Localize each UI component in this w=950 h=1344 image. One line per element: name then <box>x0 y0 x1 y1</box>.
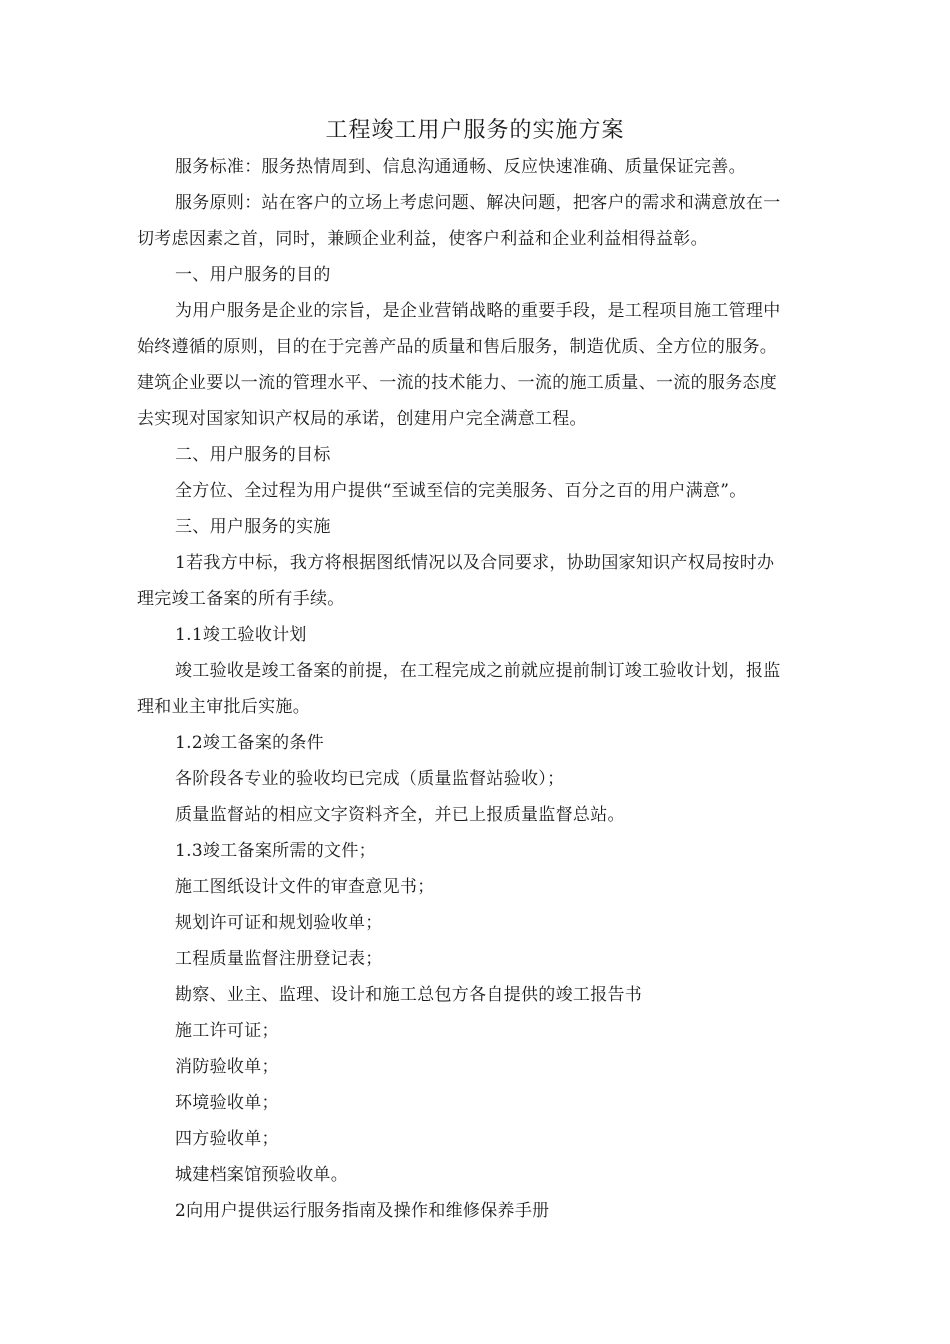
body-line: 服务原则：站在客户的立场上考虑问题、解决问题，把客户的需求和满意放在一 <box>175 193 781 213</box>
list-item: 施工图纸设计文件的审查意见书； <box>175 877 435 897</box>
body-line: 服务标准：服务热情周到、信息沟通通畅、反应快速准确、质量保证完善。 <box>175 157 746 177</box>
subsection-heading: 1.1竣工验收计划 <box>175 625 307 645</box>
subsection-heading: 1.2竣工备案的条件 <box>175 733 325 753</box>
list-item: 城建档案馆预验收单。 <box>175 1165 348 1185</box>
body-line: 竣工验收是竣工备案的前提，在工程完成之前就应提前制订竣工验收计划，报监 <box>175 661 781 681</box>
list-item: 四方验收单； <box>175 1129 279 1149</box>
list-item: 勘察、业主、监理、设计和施工总包方各自提供的竣工报告书 <box>175 985 643 1005</box>
body-line: 始终遵循的原则，目的在于完善产品的质量和售后服务，制造优质、全方位的服务。 <box>137 337 778 357</box>
section-heading: 二、用户服务的目标 <box>175 445 331 465</box>
section-heading: 2向用户提供运行服务指南及操作和维修保养手册 <box>175 1201 550 1221</box>
section-heading: 一、用户服务的目的 <box>175 265 331 285</box>
list-item: 环境验收单； <box>175 1093 279 1113</box>
body-line: 切考虑因素之首，同时，兼顾企业利益，使客户利益和企业利益相得益彰。 <box>137 229 708 249</box>
subsection-heading: 1.3竣工备案所需的文件； <box>175 841 376 861</box>
list-item: 工程质量监督注册登记表； <box>175 949 383 969</box>
list-item: 施工许可证； <box>175 1021 279 1041</box>
body-line: 理完竣工备案的所有手续。 <box>137 589 345 609</box>
body-line: 建筑企业要以一流的管理水平、一流的技术能力、一流的施工质量、一流的服务态度 <box>137 373 778 393</box>
list-item: 消防验收单； <box>175 1057 279 1077</box>
body-line: 全方位、全过程为用户提供“至诚至信的完美服务、百分之百的用户满意”。 <box>175 481 747 501</box>
list-item: 质量监督站的相应文字资料齐全，并已上报质量监督总站。 <box>175 805 625 825</box>
document-body <box>137 149 820 1229</box>
body-line: 理和业主审批后实施。 <box>137 697 310 717</box>
document-title: 工程竣工用户服务的实施方案 <box>325 118 625 143</box>
body-line: 为用户服务是企业的宗旨，是企业营销战略的重要手段，是工程项目施工管理中 <box>175 301 781 321</box>
section-heading: 三、用户服务的实施 <box>175 517 331 537</box>
list-item: 规划许可证和规划验收单； <box>175 913 383 933</box>
list-item: 各阶段各专业的验收均已完成（质量监督站验收）； <box>175 769 565 789</box>
body-line: 1若我方中标，我方将根据图纸情况以及合同要求，协助国家知识产权局按时办 <box>175 553 775 573</box>
body-line: 去实现对国家知识产权局的承诺，创建用户完全满意工程。 <box>137 409 587 429</box>
